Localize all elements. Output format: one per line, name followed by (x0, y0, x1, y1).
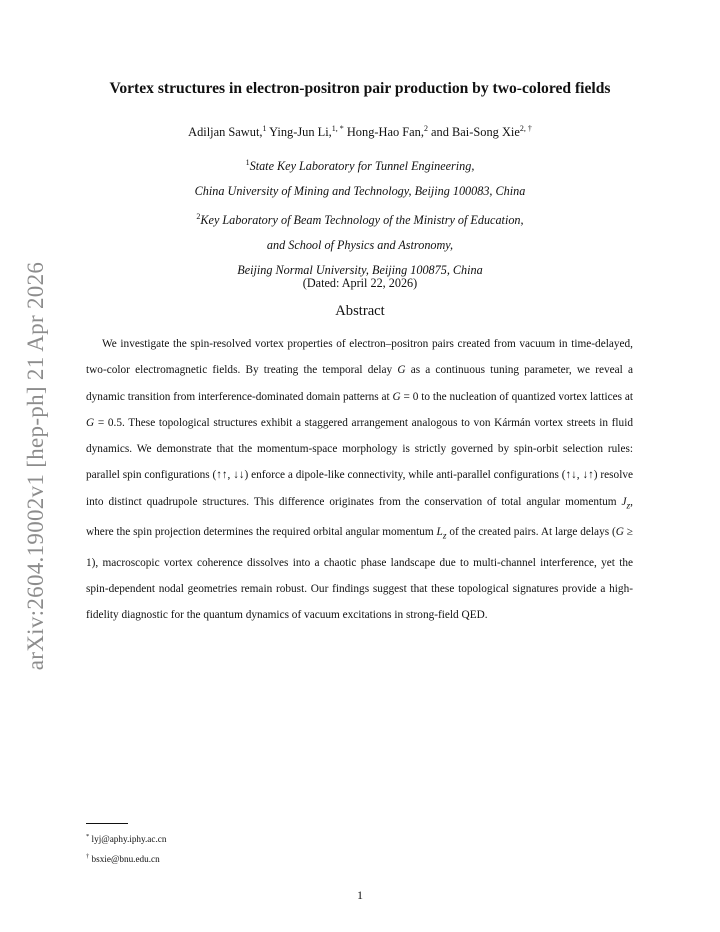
author-1: Adiljan Sawut,$^1$ (188, 124, 267, 140)
affiliation-1-line-2: China University of Mining and Technology, Beijing 100083, China (194, 184, 526, 199)
footnote-rule (86, 823, 128, 824)
page-number: 1 (357, 888, 363, 902)
author-3: Hong-Hao Fan,$^2$ (343, 124, 428, 140)
author-4: and Bai-Song Xie$^{2, \dagger}$ (427, 124, 532, 140)
affiliation-1-line-1: $^1$State Key Laboratory for Tunnel Engineering, (245, 158, 475, 174)
affiliation-2-line-3: Beijing Normal University, Beijing 100875, China (237, 263, 483, 278)
affiliation-2-line-2: and School of Physics and Astronomy, (266, 238, 454, 253)
abstract-paragraph: We investigate the spin-resolved vortex properties of electron–positron pairs created from vacuum in time-delayed, two-color electromagnetic fields. By treating the temporal delay G as a continuous tuning parameter, we reveal a dynamic transition from interference-dominated domain patterns at G = 0 to the nucleation of quantized vortex lattices at G = 0.5. These topological structures exhibit a staggered arrangement analogous to von Kármán vortex streets in fluid dynamics. We demonstrate that the momentum-space morphology is strictly governed by spin-orbit selection rules: parallel spin configurations (↑↑, ↓↓) enforce a dipole-like connectivity, while anti-parallel configurations (↑↓, ↓↑) resolve into distinct quadrupole structures. This difference originates from the conservation of total angular momentum $J_z$, where the spin projection determines the required orbital angular momentum $L_z$ of the created pairs. At large delays (G ≥ 1), macroscopic vortex coherence dissolves into a chaotic phase landscape due to multi-channel interference, yet the spin-dependent nodal geometries remain robust. Our findings suggest that these topological signatures provide a high-fidelity diagnostic for the quantum dynamics of vacuum excitations in strong-field QED. (86, 338, 633, 622)
footnote-2: † bsxie@bnu.edu.cn (86, 853, 160, 865)
footnotes (86, 828, 166, 868)
paper-title: Vortex structures in electron-positron pair production by two-colored fields (109, 80, 611, 97)
dated-line: (Dated: April 22, 2026) (302, 276, 418, 290)
footnote-1: * lyj@aphy.iphy.ac.cn (86, 833, 167, 845)
author-list (0, 124, 720, 140)
author-2: Ying-Jun Li,$^{1, *}$ (266, 124, 344, 140)
affiliation-2-line-1: $^2$Key Laboratory of Beam Technology of the Ministry of Education, (196, 212, 524, 228)
arxiv-identifier-stamp: arXiv:2604.19002v1 [hep-ph] 21 Apr 2026 (23, 261, 48, 671)
affiliations (0, 150, 720, 283)
abstract-body (86, 331, 633, 629)
abstract-heading: Abstract (335, 303, 385, 319)
